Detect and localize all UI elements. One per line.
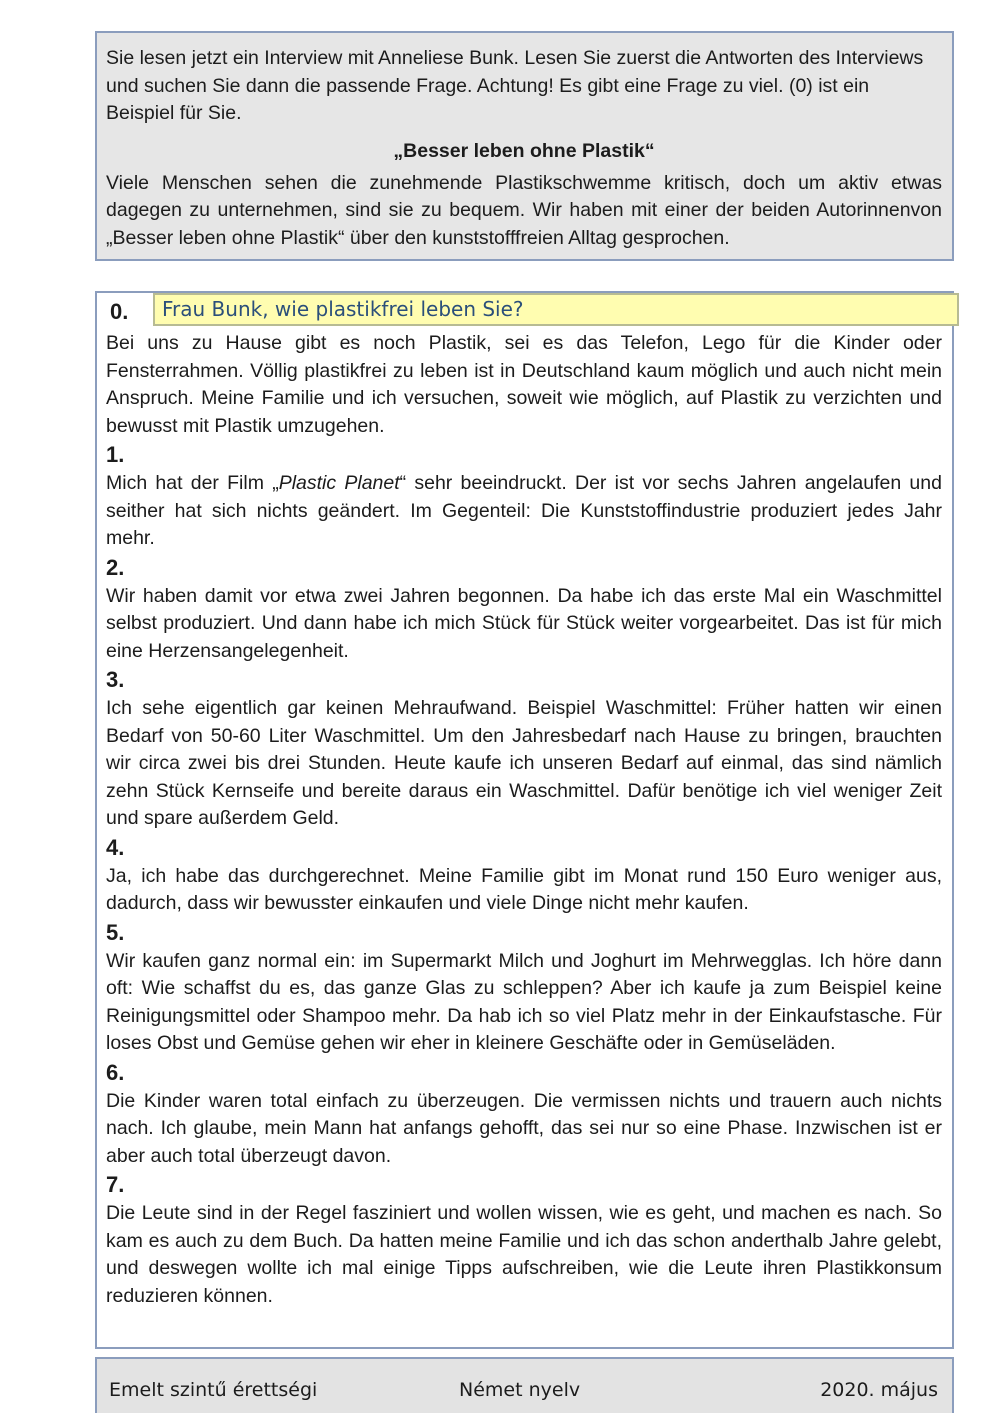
task-instruction: Sie lesen jetzt ein Interview mit Anneliese Bunk. Lesen Sie zuerst die Antworten des Interviews und suchen Sie dann die passende Frage. Achtung! Es gibt eine Frage zu viel. (0) ist ein Beispiel für Sie.	[106, 47, 924, 124]
answer-1-text-start: Mich hat der Film „	[106, 472, 279, 494]
item-number-5: 5.	[106, 919, 125, 945]
page-footer	[95, 1357, 954, 1413]
answer-7: Die Leute sind in der Regel fasziniert und wollen wissen, wie es geht, und machen es nach. So kam es auch zu dem Buch. Da hatten meine Familie und ich das schon anderthalb Jahre gelebt, und deswegen wollte ich mal einige Tipps aufschreiben, wie die Leute ihren Plastikkonsum reduzieren können.	[106, 1202, 942, 1307]
example-row	[106, 293, 942, 328]
footer-exam-level: Emelt szintű érettségi	[109, 1379, 318, 1401]
example-question-field[interactable]: Frau Bunk, wie plastikfrei leben Sie?	[153, 293, 959, 326]
answer-5: Wir kaufen ganz normal ein: im Supermarkt Milch und Joghurt im Mehrwegglas. Ich höre dann oft: Wie schaffst du es, das ganze Glas zu schleppen? Aber ich kaufe ja zum Beispiel keine Reinigungsmittel oder Shampoo mehr. Da hab ich so viel Platz mehr in der Einkaufstasche. Für loses Obst und Gemüse gehen wir eher in kleinere Geschäfte oder in Gemüseläden.	[106, 949, 942, 1054]
example-number: 0.	[110, 299, 129, 324]
item-number-2: 2.	[106, 554, 125, 580]
item-number-1: 1.	[106, 442, 125, 467]
item-number-4: 4.	[106, 834, 125, 860]
answer-2: Wir haben damit vor etwa zwei Jahren begonnen. Da habe ich das erste Mal ein Waschmittel selbst produziert. Und dann habe ich mich Stück für Stück weiter vorgearbeitet. Das ist für mich eine Herzensangelegenheit.	[106, 584, 942, 662]
intro-box	[95, 31, 954, 261]
footer-date: 2020. május	[820, 1379, 938, 1401]
answer-1	[106, 470, 942, 553]
answer-6: Die Kinder waren total einfach zu überzeugen. Die vermissen nichts und trauern auch nichts nach. Ich glaube, mein Mann hat anfangs gehofft, das sei nur so eine Phase. Inzwischen ist er aber auch total überzeugt davon.	[106, 1089, 942, 1167]
article-title: „Besser leben ohne Plastik“	[393, 139, 655, 162]
example-answer: Bei uns zu Hause gibt es noch Plastik, sei es das Telefon, Lego für die Kinder oder Fensterrahmen. Völlig plastikfrei zu leben ist in Deutschland kaum möglich und auch nicht mein Anspruch. Meine Familie und ich versuchen, soweit wie möglich, auf Plastik zu verzichten und bewusst mit Plastik umzugehen.	[106, 332, 942, 437]
answer-1-text-end: “ sehr beeindruckt. Der ist vor sechs Jahren angelaufen und seither hat sich nichts geändert. Im Gegenteil: Die Kunststoffindustrie produziert jedes Jahr mehr.	[106, 472, 942, 549]
answer-4: Ja, ich habe das durchgerechnet. Meine Familie gibt im Monat rund 150 Euro weniger aus, dadurch, dass wir bewusster einkaufen und viele Dinge nicht mehr kaufen.	[106, 864, 942, 914]
footer-subject: Német nyelv	[459, 1379, 581, 1401]
interview-box	[95, 291, 954, 1349]
item-number-7: 7.	[106, 1172, 125, 1197]
item-number-3: 3.	[106, 667, 125, 692]
answer-3: Ich sehe eigentlich gar keinen Mehraufwand. Beispiel Waschmittel: Früher hatten wir einen Bedarf von 50-60 Liter Waschmittel. Um den Jahresbedarf nach Hause zu bringen, brauchten wir circa zwei bis drei Stunden. Heute kaufe ich unseren Bedarf auf einmal, das sind nämlich zehn Stück Kernseife und bereite daraus ein Waschmittel. Dafür benötige ich viel weniger Zeit und spare außerdem Geld.	[106, 697, 942, 829]
film-title: Plastic Planet	[278, 472, 400, 494]
article-lead: Viele Menschen sehen die zunehmende Plastikschwemme kritisch, doch um aktiv etwas dagegen zu unternehmen, sind sie zu bequem. Wir haben mit einer der beiden Autorinnenvon „Besser leben ohne Plastik“ über den kunststofffreien Alltag gesprochen.	[106, 171, 942, 249]
item-number-6: 6.	[106, 1059, 125, 1085]
